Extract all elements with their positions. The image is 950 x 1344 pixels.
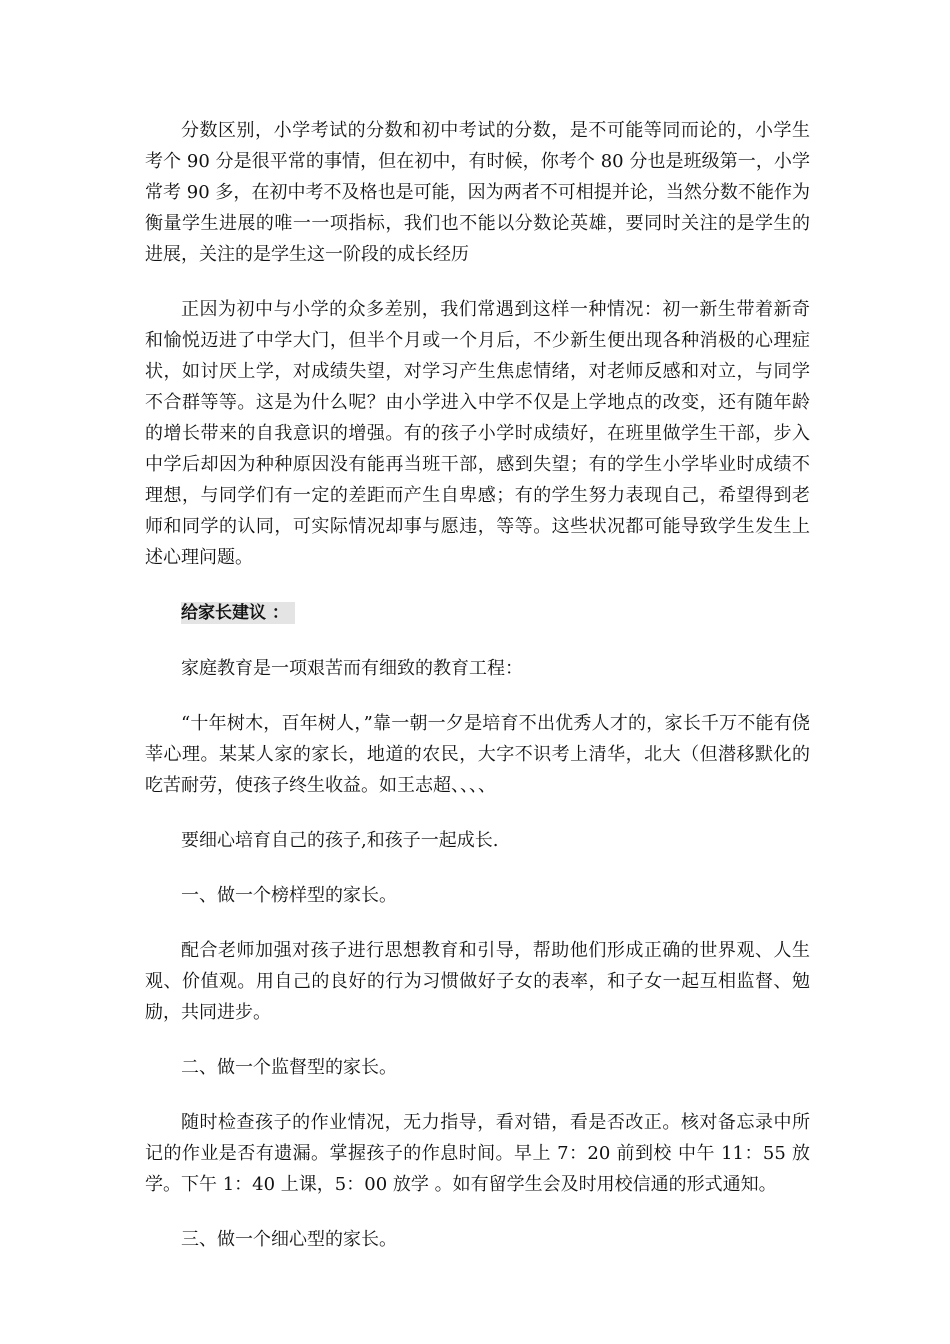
paragraph-score-difference: 分数区别，小学考试的分数和初中考试的分数，是不可能等同而论的，小学生考个 90 分是很平常的事情，但在初中，有时候，你考个 80 分也是班级第一，小学常考 90 多，在初中考不及格也是可能，因为两者不可相提并论，当然分数不能作为衡量学生进展的唯一一项指标，我们也不能以分数论英雄，要同时关注的是学生的进展，关注的是学生这一阶段的成长经历 bbox=[145, 120, 810, 265]
list-heading-attentive: 三、做一个细心型的家长。 bbox=[181, 1229, 397, 1250]
document-page bbox=[145, 115, 810, 1279]
paragraph-grow-together: 要细心培育自己的孩子,和孩子一起成长. bbox=[181, 830, 499, 851]
paragraph-role-model: 配合老师加强对孩子进行思想教育和引导，帮助他们形成正确的世界观、人生观、价值观。用自己的良好的行为习惯做好子女的表率，和子女一起互相监督、勉励，共同进步。 bbox=[145, 940, 810, 1023]
list-heading-role-model: 一、做一个榜样型的家长。 bbox=[181, 885, 397, 906]
heading-text: 给家长建议 ： bbox=[181, 602, 295, 624]
list-heading-supervisor: 二、做一个监督型的家长。 bbox=[181, 1057, 397, 1078]
section-heading-parent-advice bbox=[145, 597, 810, 629]
paragraph-supervisor: 随时检查孩子的作业情况，无力指导，看对错，看是否改正。核对备忘录中所记的作业是否有遗漏。掌握孩子的作息时间。早上 7：20 前到校 中午 11：55 放学。下午 1：40 上课，5：00 放学 。如有留学生会及时用校信通的形式通知。 bbox=[145, 1112, 810, 1195]
paragraph-transition-problems: 正因为初中与小学的众多差别，我们常遇到这样一种情况：初一新生带着新奇和愉悦迈进了中学大门，但半个月或一个月后，不少新生便出现各种消极的心理症状，如讨厌上学，对成绩失望，对学习产生焦虑情绪，对老师反感和对立，与同学不合群等等。这是为什么呢？由小学进入中学不仅是上学地点的改变，还有随年龄的增长带来的自我意识的增强。有的孩子小学时成绩好，在班里做学生干部，步入中学后却因为种种原因没有能再当班干部，感到失望；有的学生小学毕业时成绩不理想，与同学们有一定的差距而产生自卑感；有的学生努力表现自己，希望得到老师和同学的认同，可实际情况却事与愿违，等等。这些状况都可能导致学生发生上述心理问题。 bbox=[145, 299, 810, 568]
paragraph-proverb: “十年树木，百年树人，”靠一朝一夕是培育不出优秀人才的，家长千万不能有侥莘心理。某某人家的家长，地道的农民，大字不识考上清华，北大（但潜移默化的吃苦耐劳，使孩子终生收益。如王志超、、、、 bbox=[145, 713, 810, 796]
paragraph-family-education: 家庭教育是一项艰苦而有细致的教育工程： bbox=[181, 658, 523, 679]
